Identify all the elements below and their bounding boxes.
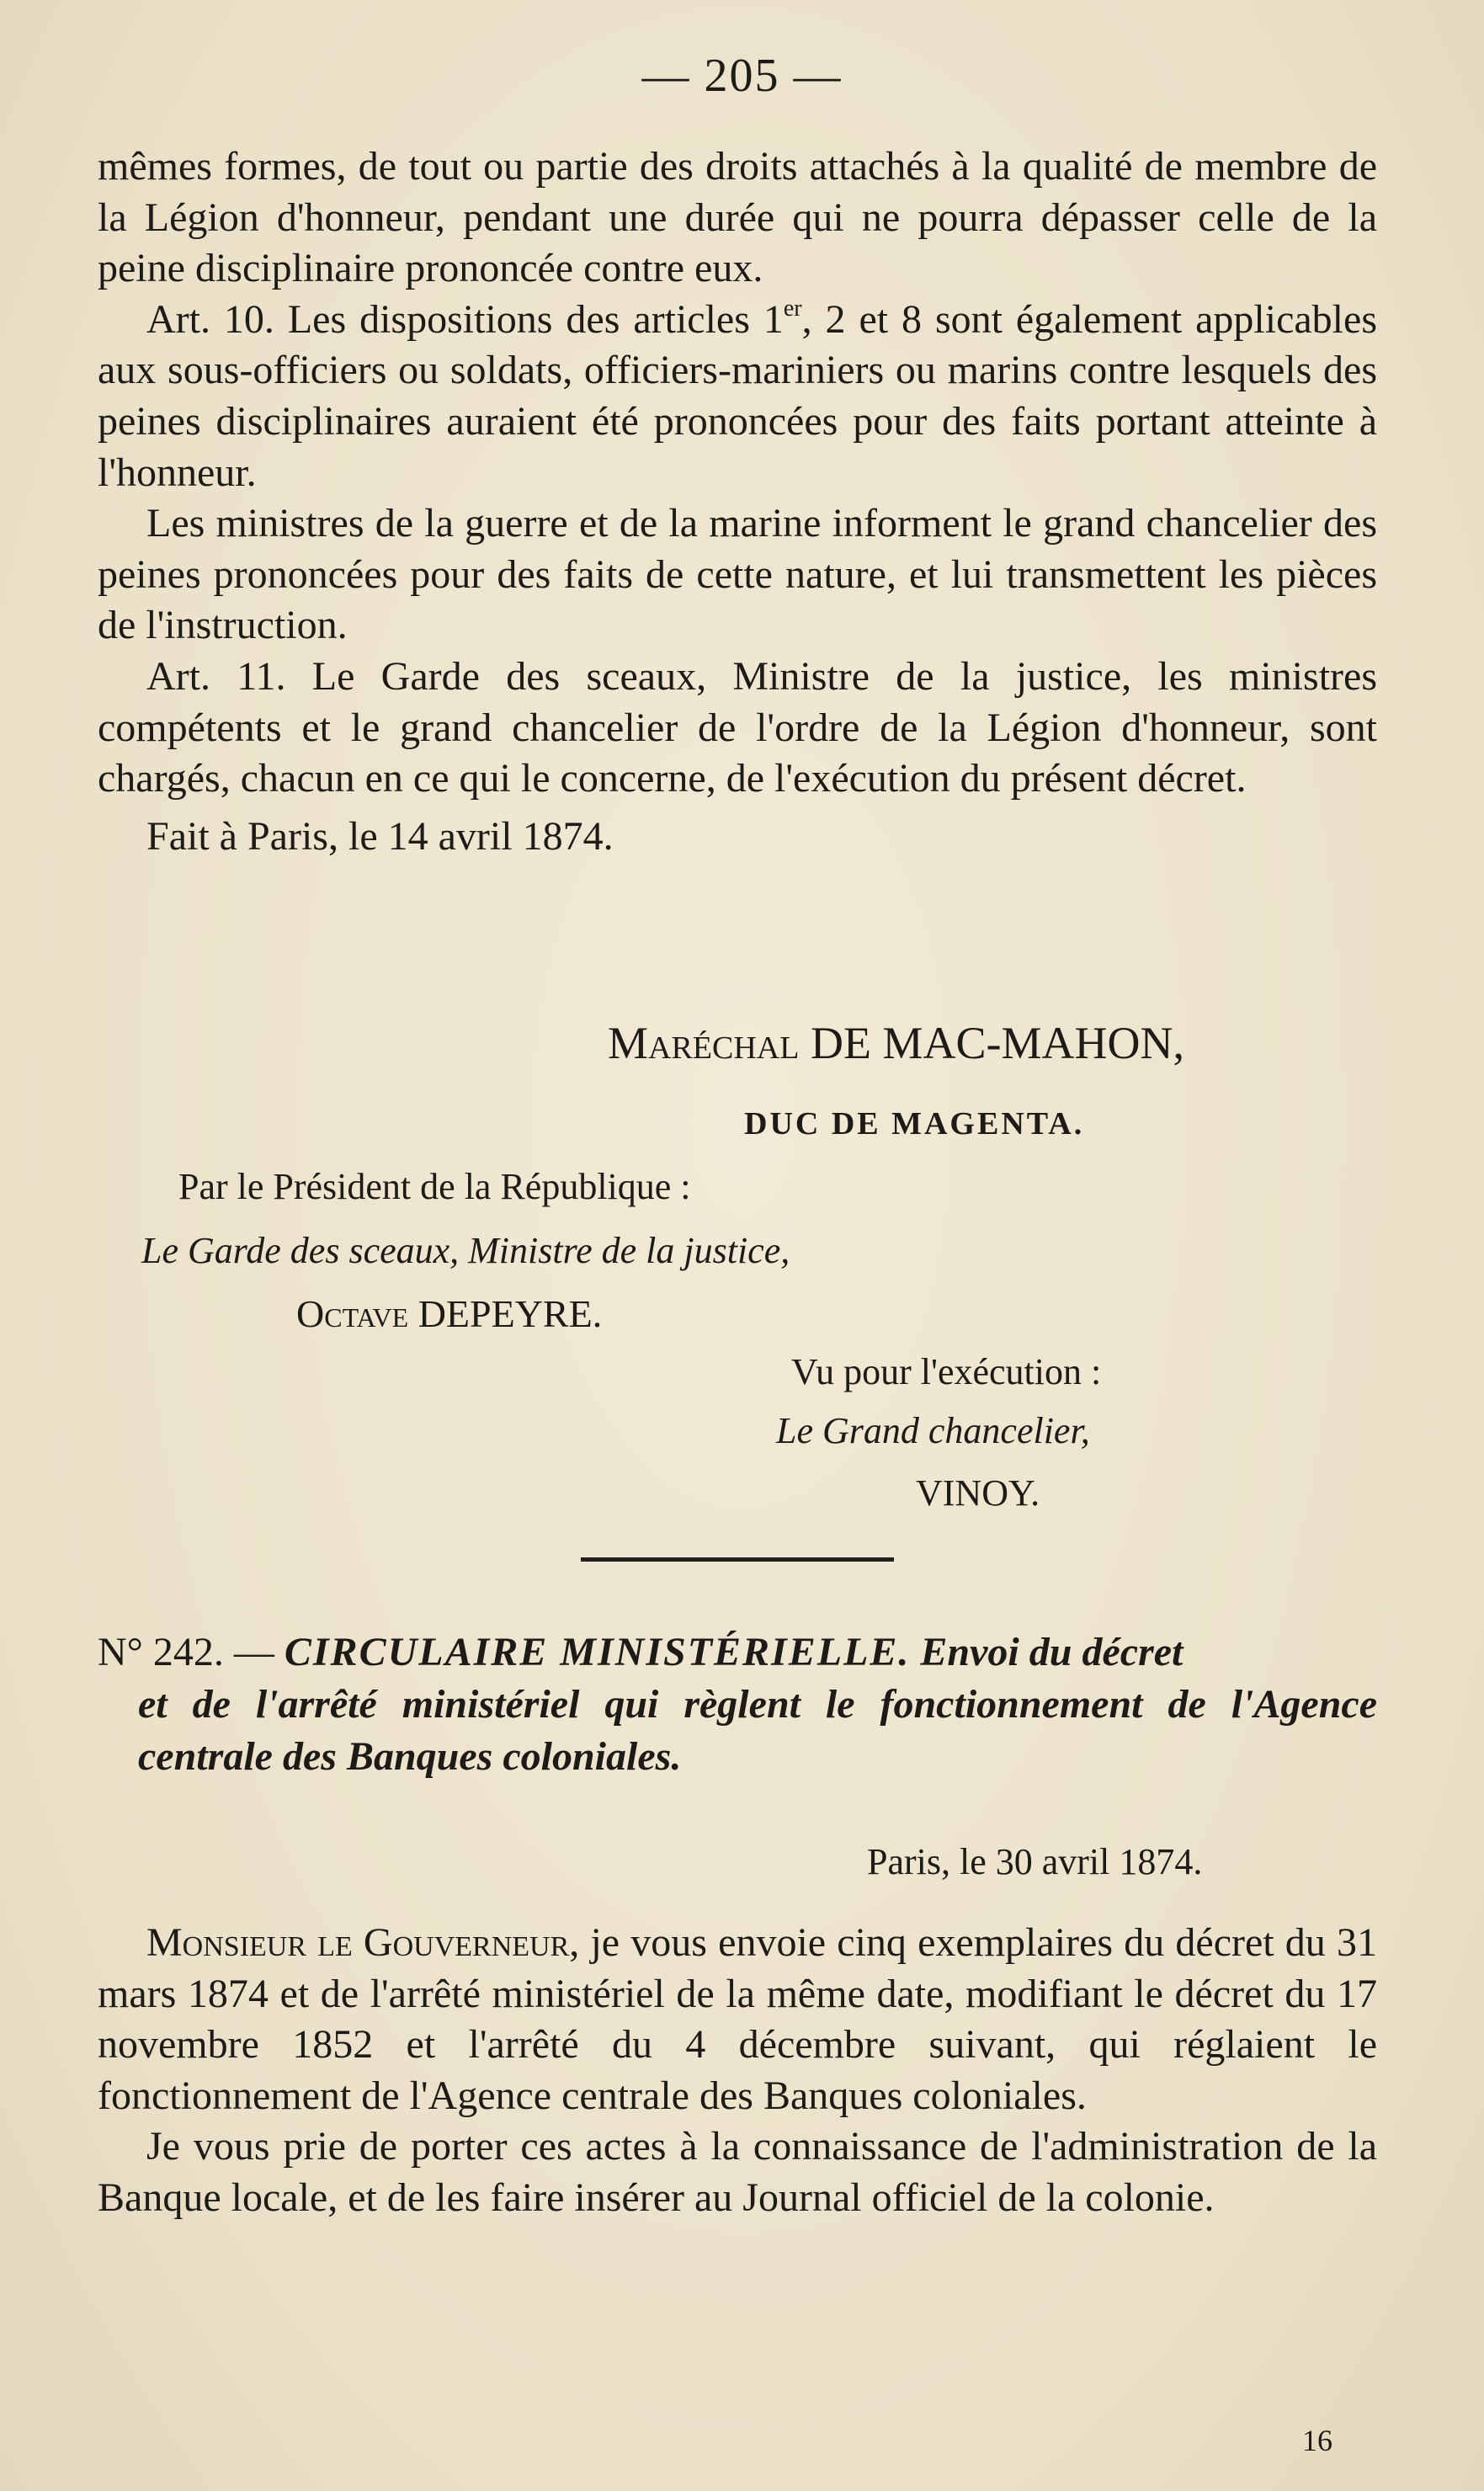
- section-divider: [581, 1557, 894, 1562]
- circulaire-subject-lead: Envoi du décret: [910, 1630, 1183, 1674]
- article-11: Art. 11. Le Garde des sceaux, Ministre de la justice, les ministres compétents et le grand chancelier de l'ordre de la Légion d'honneur, sont chargés, chacun en ce qui le concerne, de l'exécution du présent décret.: [98, 653, 1377, 801]
- circulaire-date: Paris, le 30 avril 1874.: [867, 1841, 1203, 1882]
- paragraph-ministres: Les ministres de la guerre et de la marine informent le grand chancelier des peines prononcées pour des faits de cette nature, et lui transmettent les pièces de l'instruction.: [98, 501, 1377, 648]
- decree-text: [98, 141, 1377, 862]
- paragraph-continuation: mêmes formes, de tout ou partie des droits attachés à la qualité de membre de la Légion d'honneur, pendant une durée qui ne pourra dépasser celle de la peine disciplinaire prononcée contre eux.: [98, 144, 1377, 291]
- fait-a-paris: Fait à Paris, le 14 avril 1874.: [146, 813, 614, 859]
- octave-last: DEPEYRE.: [418, 1292, 603, 1335]
- marechal-name: DE MAC-MAHON,: [810, 1018, 1184, 1068]
- signature-mark: 16: [1302, 2424, 1332, 2457]
- garde-des-sceaux: Le Garde des sceaux, Ministre de la justice,: [141, 1230, 790, 1271]
- article-10-rest: , 2 et 8 sont également applicables aux sous-officiers ou soldats, officiers-mariniers ou marins contre lesquels des peines disciplinaires auraient été prononcées pour des faits portant atteinte à l'honneur.: [98, 296, 1377, 495]
- signature-vinoy: VINOY.: [916, 1472, 1040, 1514]
- article-10: [98, 295, 1377, 498]
- signature-marechal: [608, 1017, 1184, 1069]
- circulaire-title: CIRCULAIRE MINISTÉRIELLE.: [284, 1630, 911, 1674]
- grand-chancelier: Le Grand chancelier,: [776, 1410, 1090, 1451]
- circulaire-body-1: je vous envoie cinq exemplaires du décret du 31 mars 1874 et de l'arrêté ministériel de la même date, modifiant le décret du 17 novembre 1852 et l'arrêté du 4 décembre suivant, qui réglaient le fonctionnement de l'Agence centrale des Banques coloniales.: [98, 1920, 1377, 2118]
- vu-pour-execution: Vu pour l'exécution :: [791, 1351, 1102, 1392]
- circulaire-number: N° 242. —: [98, 1630, 285, 1674]
- circulaire-paragraph-2: Je vous prie de porter ces actes à la connaissance de l'administration de la Banque locale, et de les faire insérer au Journal officiel de la colonie.: [98, 2124, 1377, 2220]
- circulaire-heading: [98, 1626, 1377, 1783]
- page-number: — 205 —: [641, 50, 843, 102]
- par-le-president: Par le Président de la République :: [178, 1166, 691, 1207]
- article-10-lead: Art. 10. Les dispositions des articles 1: [146, 296, 784, 342]
- octave-first: Octave: [296, 1292, 409, 1335]
- article-10-superscript: er: [783, 295, 802, 322]
- circulaire-paragraph-1: [98, 1918, 1377, 2121]
- circulaire-body: [98, 1918, 1377, 2224]
- signature-octave: [296, 1291, 602, 1336]
- circulaire-salutation: Monsieur le Gouverneur,: [146, 1920, 580, 1965]
- circulaire-subject-rest: et de l'arrêté ministériel qui règlent le fonctionnement de l'Agence centrale des Banques coloniales.: [138, 1682, 1377, 1779]
- marechal-title: Maréchal: [608, 1018, 800, 1068]
- signature-duc: DUC DE MAGENTA.: [744, 1106, 1085, 1142]
